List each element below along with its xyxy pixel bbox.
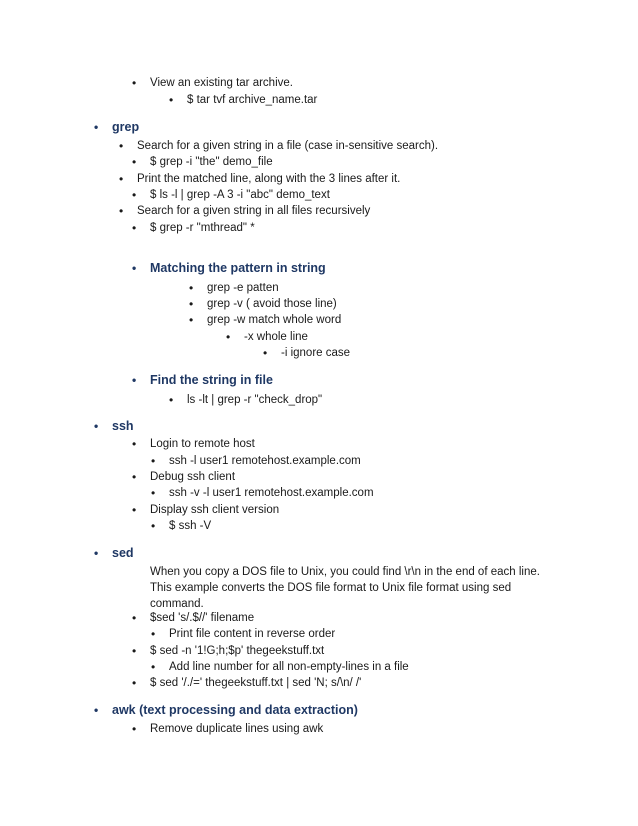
list-item: • Search for a given string in a file (case in-sensitive search). (137, 138, 438, 154)
list-item: • Display ssh client version (150, 502, 279, 518)
section-heading-awk: • awk (text processing and data extraction) (112, 702, 358, 718)
list-item: • ls -lt | grep -r "check_drop" (187, 392, 322, 408)
list-item: • -x whole line (244, 329, 308, 345)
list-item: • $ ssh -V (169, 518, 211, 534)
list-item: • ssh -v -l user1 remotehost.example.com (169, 485, 374, 501)
paragraph-line: When you copy a DOS file to Unix, you could find \r\n in the end of each line. (150, 566, 540, 578)
list-item: • Print file content in reverse order (169, 626, 335, 642)
paragraph-line: This example converts the DOS file format to Unix file format using sed (150, 582, 512, 594)
list-item: • $ ls -l | grep -A 3 -i "abc" demo_text (150, 187, 330, 203)
list-item: • $ grep -i "the" demo_file (150, 154, 273, 170)
list-item: • $ sed -n '1!G;h;$p' thegeekstuff.txt (150, 643, 324, 659)
list-item: • $ grep -r "mthread" * (150, 220, 255, 236)
list-item: • grep -v ( avoid those line) (207, 296, 337, 312)
list-item: • Remove duplicate lines using awk (150, 721, 323, 737)
list-item: • Debug ssh client (150, 469, 235, 485)
list-item: • grep -e patten (207, 280, 279, 296)
list-item: • View an existing tar archive. (150, 75, 293, 91)
list-item: • ssh -l user1 remotehost.example.com (169, 453, 361, 469)
section-heading-sed: • sed (112, 545, 134, 561)
list-item: • grep -w match whole word (207, 312, 341, 328)
subheading-matching: • Matching the pattern in string (150, 260, 326, 276)
list-item: • Login to remote host (150, 436, 255, 452)
list-item: • $ tar tvf archive_name.tar (187, 92, 317, 108)
list-item: • Print the matched line, along with the 3 lines after it. (137, 171, 400, 187)
paragraph-line: command. (150, 598, 204, 610)
subheading-find: • Find the string in file (150, 372, 273, 388)
list-item: • $sed 's/.$//' filename (150, 610, 254, 626)
list-item: • Search for a given string in all files recursively (137, 203, 370, 219)
section-heading-grep: • grep (112, 119, 139, 135)
list-item: • -i ignore case (281, 345, 350, 361)
list-item: • $ sed '/./=' thegeekstuff.txt | sed 'N; s/\n/ /' (150, 675, 361, 691)
list-item: • Add line number for all non-empty-lines in a file (169, 659, 409, 675)
section-heading-ssh: • ssh (112, 418, 134, 434)
